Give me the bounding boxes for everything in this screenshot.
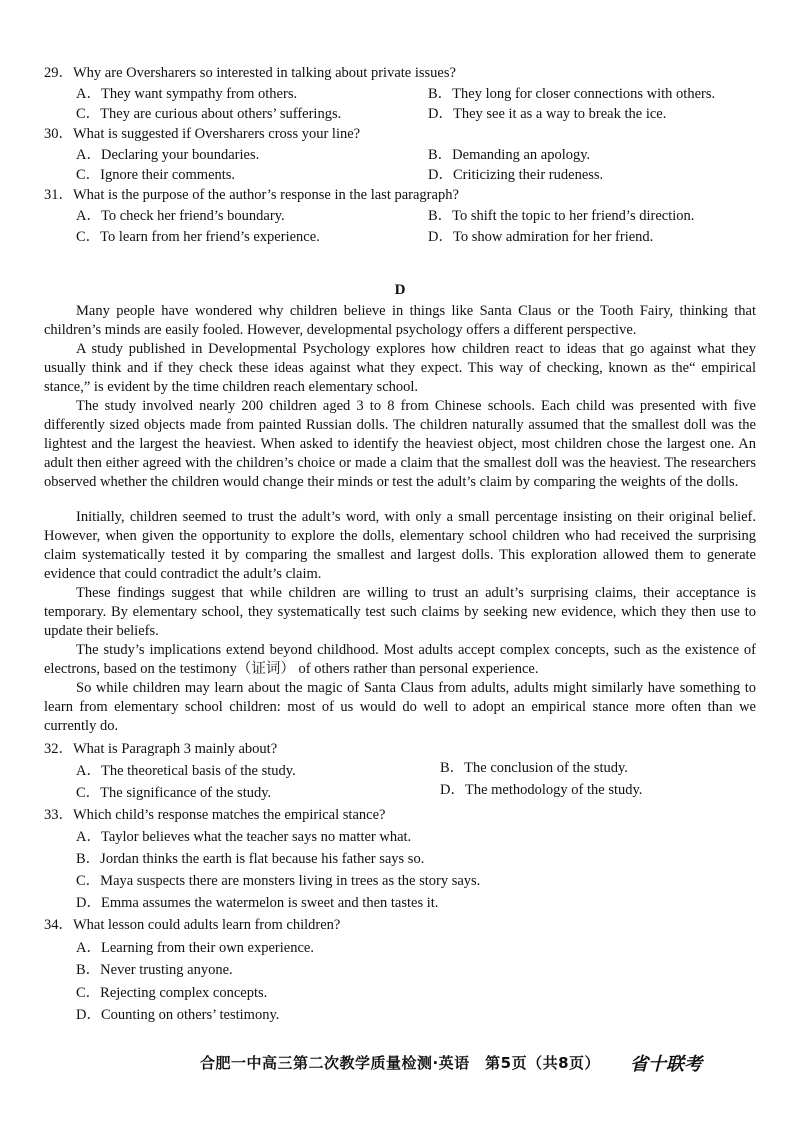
passage-title: D xyxy=(394,282,406,298)
question-33 xyxy=(44,806,385,825)
exam-stamp: 省十联考 xyxy=(630,1054,702,1075)
question-number: 29． xyxy=(44,65,73,81)
option-d: D．The methodology of the study. xyxy=(440,782,643,798)
question-29 xyxy=(44,64,456,83)
question-text: What is Paragraph 3 mainly about? xyxy=(73,741,278,757)
option-b: B．They long for closer connections with others. xyxy=(428,86,716,102)
paragraph-2: A study published in Developmental Psychology explores how children react to ideas that go against what they usually think and if they check these ideas against what they expect. This way of checking, known as the“ empirical stance,” is evident by the time children reach elementary school. xyxy=(44,341,756,395)
option-c: C．Ignore their comments. xyxy=(76,167,236,183)
paragraph-4: Initially, children seemed to trust the adult’s word, with only a small percentage insisting on their original belief. However, when given the opportunity to explore the dolls, elementary school children who had received the surprising claim systematically tested it by comparing the smallest and largest dolls. This exploration allowed them to generate evidence that could contradict the adult’s claim. xyxy=(44,509,756,582)
option-c: C．To learn from her friend’s experience. xyxy=(76,229,320,245)
option-d: D．Counting on others’ testimony. xyxy=(76,1007,280,1023)
option-b: B．Demanding an apology. xyxy=(428,147,591,163)
option-a: A．Learning from their own experience. xyxy=(76,940,314,956)
question-31 xyxy=(44,186,459,205)
question-text: Why are Oversharers so interested in talking about private issues? xyxy=(73,65,456,81)
option-d: D．Emma assumes the watermelon is sweet and then tastes it. xyxy=(76,895,439,911)
option-c: C．The significance of the study. xyxy=(76,785,272,801)
question-text: What is the purpose of the author’s response in the last paragraph? xyxy=(73,187,459,203)
option-b: B．Never trusting anyone. xyxy=(76,962,233,978)
question-text: Which child’s response matches the empirical stance? xyxy=(73,807,386,823)
option-a: A．They want sympathy from others. xyxy=(76,86,298,102)
question-text: What is suggested if Oversharers cross your line? xyxy=(73,126,361,142)
question-32 xyxy=(44,740,277,759)
question-30 xyxy=(44,125,360,144)
option-a: A．Declaring your boundaries. xyxy=(76,147,260,163)
paragraph-1: Many people have wondered why children believe in things like Santa Claus or the Tooth Fairy, thinking that children’s minds are easily fooled. However, developmental psychology offers a different perspective. xyxy=(44,303,756,338)
option-d: D．To show admiration for her friend. xyxy=(428,229,654,245)
question-text: What lesson could adults learn from children? xyxy=(73,917,341,933)
option-a: A．To check her friend’s boundary. xyxy=(76,208,285,224)
question-number: 31． xyxy=(44,187,73,203)
option-b: B．The conclusion of the study. xyxy=(440,760,628,776)
question-number: 33． xyxy=(44,807,73,823)
option-a: A．Taylor believes what the teacher says no matter what. xyxy=(76,829,412,845)
question-34 xyxy=(44,916,340,935)
question-number: 34． xyxy=(44,917,73,933)
option-b: B．To shift the topic to her friend’s direction. xyxy=(428,208,695,224)
option-d: D．Criticizing their rudeness. xyxy=(428,167,604,183)
paragraph-3: The study involved nearly 200 children aged 3 to 8 from Chinese schools. Each child was presented with five differently sized objects made from painted Russian dolls. The children naturally assumed that the smallest doll was the lightest and the largest the heaviest. When asked to identify the heaviest object, most children chose the largest one. An adult then either agreed with the children’s choice or made a claim that the smallest doll was the heaviest. The researchers observed whether the children would change their minds or test the adult’s claim by comparing the weights of the dolls. xyxy=(44,398,756,490)
paragraph-5: These findings suggest that while children are willing to trust an adult’s surprising claims, their acceptance is temporary. By elementary school, they systematically test such claims by seeking new evidence, which they then use to update their beliefs. xyxy=(44,585,756,639)
paragraph-6: The study’s implications extend beyond childhood. Most adults accept complex concepts, such as the existence of electrons, based on the testimony（证词） of others rather than personal experience. xyxy=(44,642,756,677)
option-b: B．Jordan thinks the earth is flat because his father says so. xyxy=(76,851,425,867)
option-c: C．Rejecting complex concepts. xyxy=(76,985,268,1001)
option-c: C．Maya suspects there are monsters living in trees as the story says. xyxy=(76,873,481,889)
option-d: D．They see it as a way to break the ice. xyxy=(428,106,667,122)
page-footer: 合肥一中高三第二次教学质量检测·英语 第5页（共8页） xyxy=(199,1054,601,1072)
option-a: A．The theoretical basis of the study. xyxy=(76,763,296,779)
question-number: 30． xyxy=(44,126,73,142)
option-c: C．They are curious about others’ sufferings. xyxy=(76,106,342,122)
paragraph-7: So while children may learn about the magic of Santa Claus from adults, adults might similarly have something to learn from elementary school children: most of us would do well to adopt an empirical stance more often than we currently do. xyxy=(44,680,756,734)
question-number: 32． xyxy=(44,741,73,757)
